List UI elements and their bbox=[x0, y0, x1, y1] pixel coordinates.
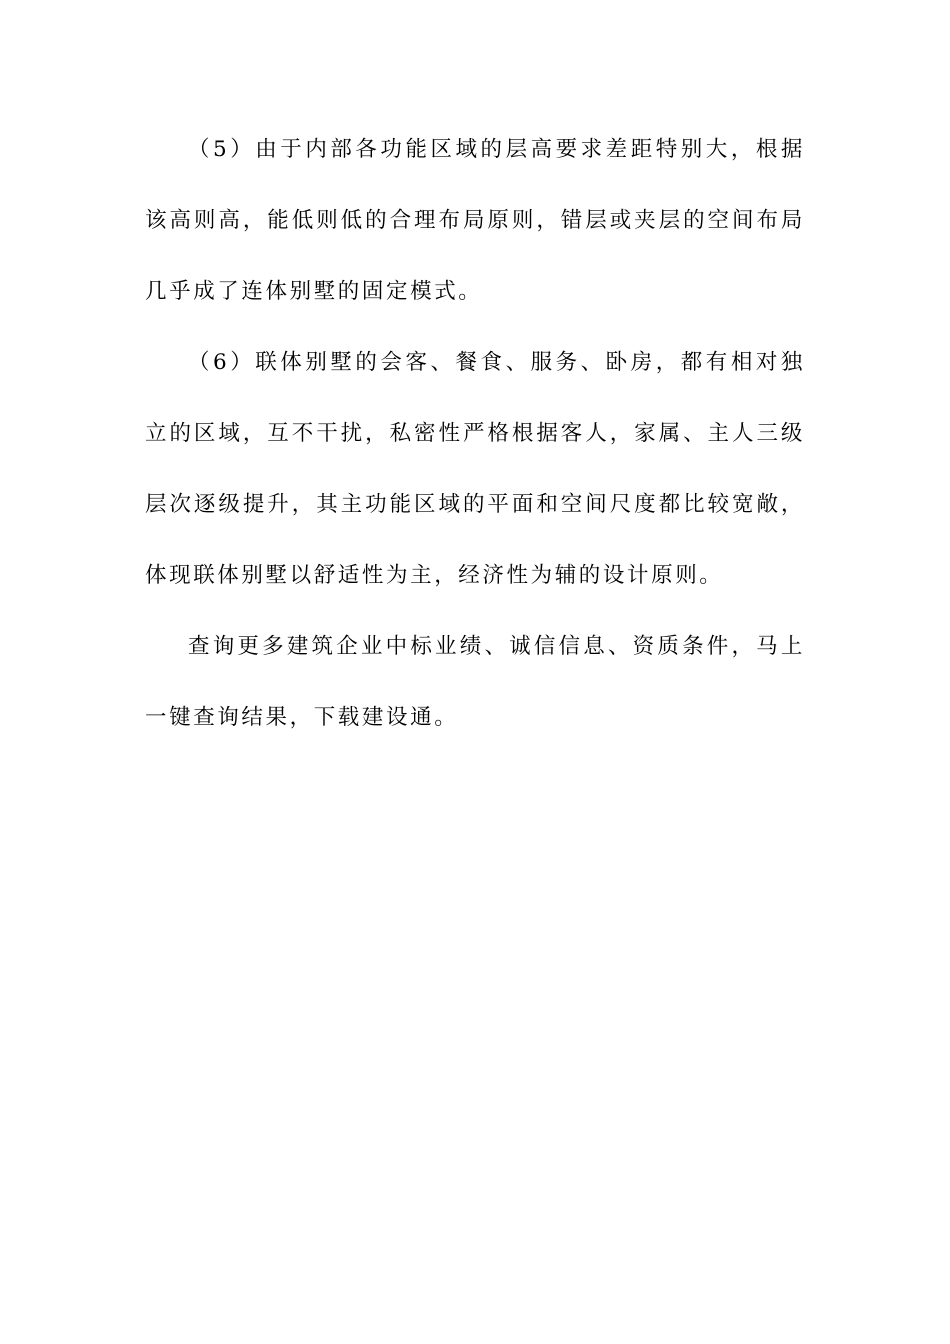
document-body bbox=[145, 114, 805, 753]
paragraph-5-layout-principle: （5）由于内部各功能区域的层高要求差距特别大，根据该高则高，能低则低的合理布局原则，错层或夹层的空间布局几乎成了连体别墅的固定模式。 bbox=[145, 137, 805, 304]
paragraph-6-functional-zones: （6）联体别墅的会客、餐食、服务、卧房，都有相对独立的区域，互不干扰，私密性严格根据客人，家属、主人三级层次逐级提升，其主功能区域的平面和空间尺度都比较宽敞，体现联体别墅以舒适性为主，经济性为辅的设计原则。 bbox=[145, 350, 805, 588]
paragraph-promo-query: 查询更多建筑企业中标业绩、诚信信息、资质条件，马上一键查询结果，下载建设通。 bbox=[145, 634, 805, 730]
